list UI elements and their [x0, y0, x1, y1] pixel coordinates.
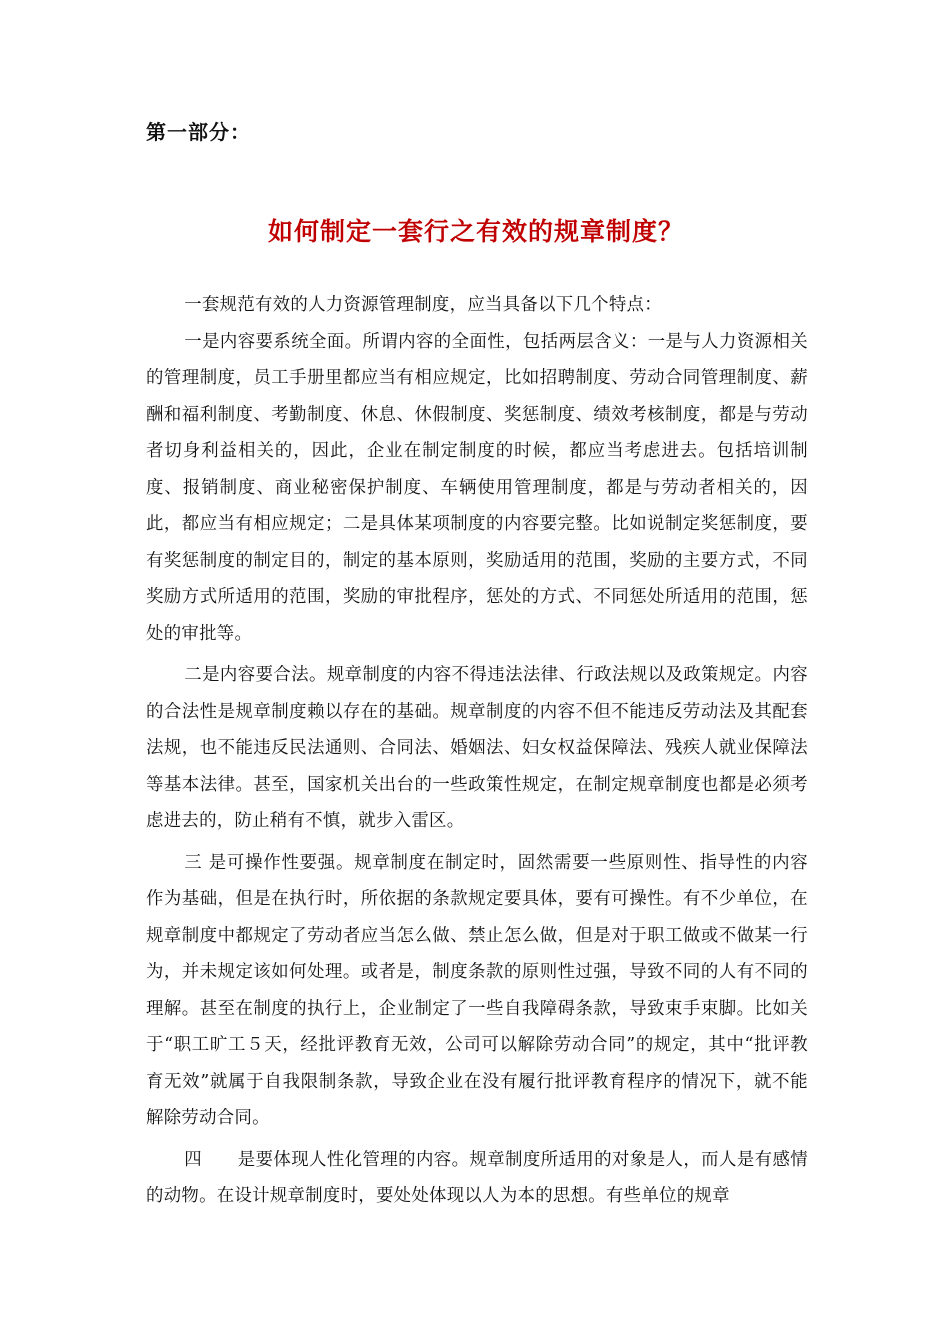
paragraph-point-4: 四 是要体现人性化管理的内容。规章制度所适用的对象是人，而人是有感情的动物。在设计规章制度时，要处处体现以人为本的思想。有些单位的规章 — [146, 1149, 808, 1206]
section-label: 第一部分： — [146, 120, 251, 144]
document-title: 如何制定一套行之有效的规章制度？ — [267, 217, 684, 246]
paragraph-intro: 一套规范有效的人力资源管理制度，应当具备以下几个特点： — [184, 295, 662, 315]
paragraph-point-1: 一是内容要系统全面。所谓内容的全面性，包括两层含义：一是与人力资源相关的管理制度，员工手册里都应当有相应规定，比如招聘制度、劳动合同管理制度、薪酬和福利制度、考勤制度、休息、休假制度、奖惩制度、绩效考核制度，都是与劳动者切身利益相关的，因此，企业在制定制度的时候，都应当考虑进去。包括培训制度、报销制度、商业秘密保护制度、车辆使用管理制度，都是与劳动者相关的，因此，都应当有相应规定；二是具体某项制度的内容要完整。比如说制定奖惩制度，要有奖惩制度的制定目的，制定的基本原则，奖励适用的范围，奖励的主要方式，不同奖励方式所适用的范围，奖励的审批程序，惩处的方式、不同惩处所适用的范围，惩处的审批等。 — [146, 331, 808, 644]
paragraph-point-2: 二是内容要合法。规章制度的内容不得违法法律、行政法规以及政策规定。内容的合法性是规章制度赖以存在的基础。规章制度的内容不但不能违反劳动法及其配套法规，也不能违反民法通则、合同法、婚姻法、妇女权益保障法、残疾人就业保障法等基本法律。甚至，国家机关出台的一些政策性规定，在制定规章制度也都是必须考虑进去的，防止稍有不慎，就步入雷区。 — [146, 665, 808, 831]
paragraph-point-3: 三 是可操作性要强。规章制度在制定时，固然需要一些原则性、指导性的内容作为基础，但是在执行时，所依据的条款规定要具体，要有可操性。有不少单位，在规章制度中都规定了劳动者应当怎么做、禁止怎么做，但是对于职工做或不做某一行为，并未规定该如何处理。或者是，制度条款的原则性过强，导致不同的人有不同的理解。甚至在制度的执行上，企业制定了一些自我障碍条款，导致束手束脚。比如关于“职工旷工５天，经批评教育无效，公司可以解除劳动合同”的规定，其中“批评教育无效”就属于自我限制条款，导致企业在没有履行批评教育程序的情况下，就不能解除劳动合同。 — [146, 852, 808, 1128]
document-body — [146, 287, 808, 1215]
